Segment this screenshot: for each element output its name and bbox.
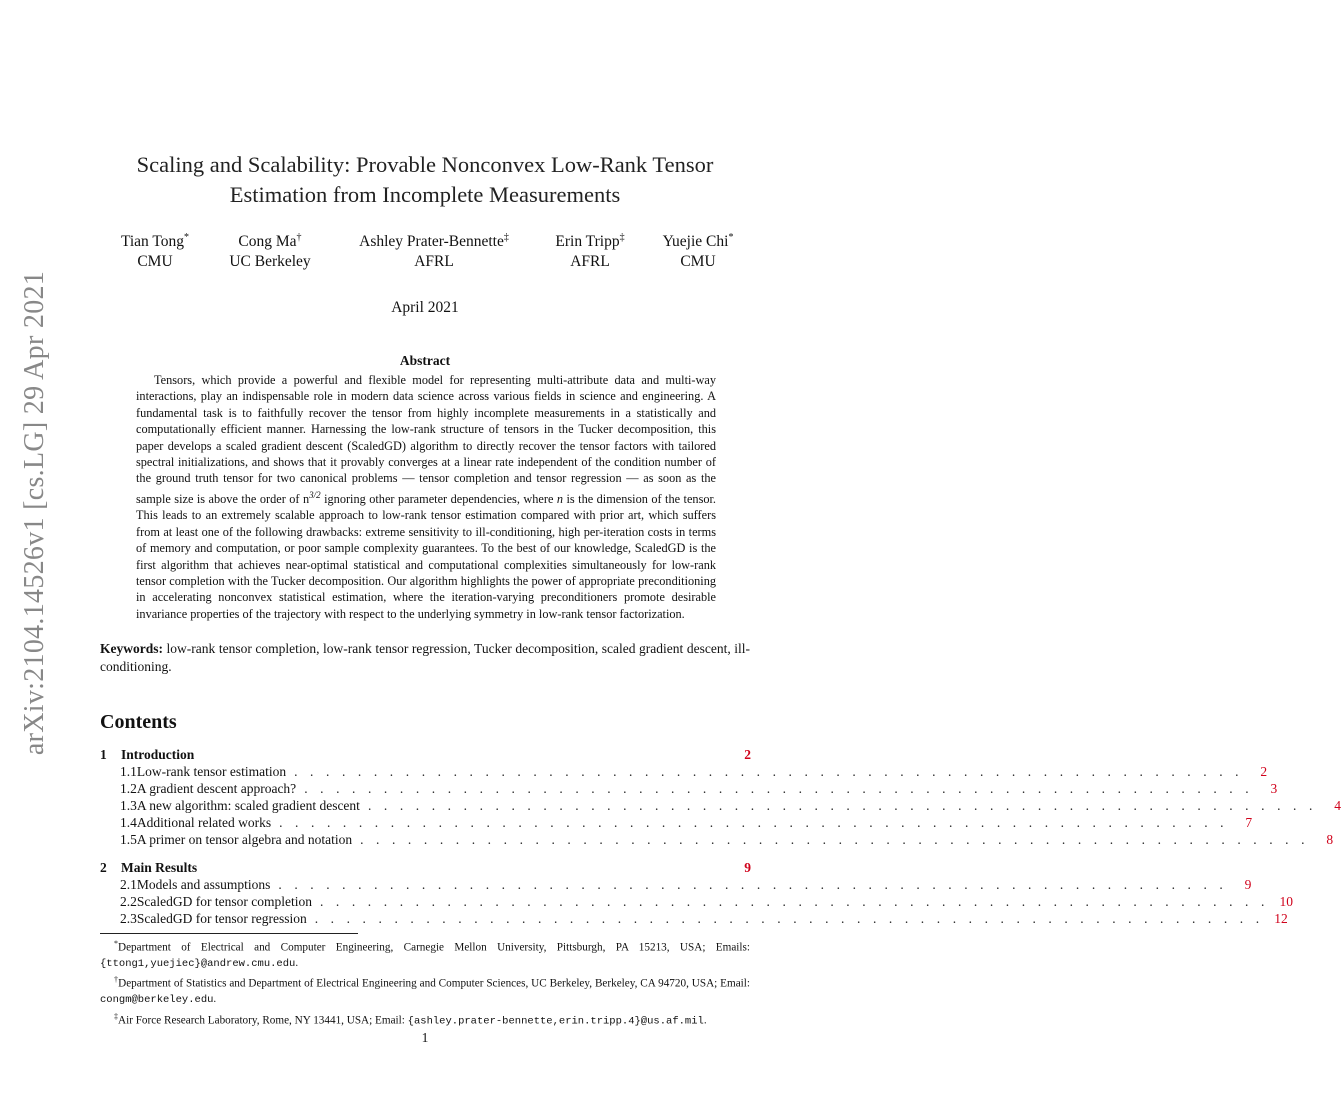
author-name: Ashley Prater-Bennette [359,233,504,251]
toc-label: A primer on tensor algebra and notation [136,832,353,847]
toc-number: 1.4 [120,815,137,830]
toc-page-link[interactable]: 7 [1245,815,1253,830]
arxiv-sidebar-stamp [10,268,60,758]
toc-leader: . . . . . . . . . . . . . . . . . . . . . . . . . . . . . . . . . . . . . . . . . . . . . . . . . . . . . . . . . . . . [360,832,1310,847]
toc-leader: . . . . . . . . . . . . . . . . . . . . . . . . . . . . . . . . . . . . . . . . . . . . . . . . . . . . . . . . . . . . [278,877,1228,892]
toc-label: Models and assumptions [136,877,271,892]
abstract-var-n: n [556,491,564,506]
toc-label: Low-rank tensor estimation [136,764,287,779]
footnote-email[interactable]: {ttong1,yuejiec}@andrew.cmu.edu [100,958,296,971]
footnote-email[interactable]: {ashley.prater-bennette,erin.tripp.4}@us.af.mil [407,1015,704,1028]
author-name: Erin Tripp [555,233,620,251]
footnote-1 [100,936,750,972]
footnote-text: Department of Electrical and Computer Engineering, Carnegie Mellon University, Pittsburgh, PA 15213, USA; Emails: [118,941,750,954]
author-name: Cong Ma [238,233,297,251]
footnote-text: Air Force Research Laboratory, Rome, NY 13441, USA; Email: [118,1014,408,1027]
toc-number: 2.3 [120,911,137,926]
author-mark: * [184,232,190,243]
footnote-rule [100,933,358,934]
toc-label: A new algorithm: scaled gradient descent [136,798,360,813]
abstract-heading: Abstract [399,353,451,368]
footnotes [100,936,750,1030]
toc-entry[interactable] [100,764,1268,782]
toc-entry[interactable] [100,894,1293,912]
author [663,228,734,272]
author-name: Tian Tong [120,233,185,251]
author-affiliation: UC Berkeley [229,253,311,271]
keywords-label: Keywords: [100,641,163,656]
toc-page-link[interactable]: 4 [1334,798,1341,813]
abstract-text-2: ignoring other parameter dependencies, where [320,491,557,506]
arxiv-id: arXiv:2104.14526v1 [cs.LG] 29 Apr 2021 [19,270,50,756]
toc-leader: . . . . . . . . . . . . . . . . . . . . . . . . . . . . . . . . . . . . . . . . . . . . . . . . . . . . . . . . . . . . [319,894,1269,909]
abstract-exponent: 3/2 [309,489,321,500]
toc-number: 2.2 [120,894,137,909]
contents-heading: Contents [100,711,177,733]
toc-entry[interactable] [100,781,1278,799]
toc-label: Main Results [121,860,198,875]
abstract-body [136,372,716,622]
toc-label: Introduction [121,747,195,762]
footnote-end: . [213,993,217,1006]
toc-entry[interactable] [100,798,1341,816]
author-affiliation: CMU [680,253,716,271]
toc-label: Additional related works [136,815,272,830]
paper-title [100,150,750,210]
toc-entry[interactable] [100,815,1253,833]
abstract-text-1: Tensors, which provide a powerful and flexible model for representing multi-attribute data and multi-way interactions, play an indispensable role in modern data science across various fields in science and engineering. A fundamental task is to faithfully recover the tensor from highly incomplete measurements in a statistically and computationally efficient manner. Harnessing the low-rank structure of tensors in the Tucker decomposition, this paper develops a scaled gradient descent (ScaledGD) algorithm to directly recover the tensor factors with tailored spectral initializations, and shows that it provably converges at a linear rate independent of the condition number of the ground truth tensor for two canonical problems — tensor completion and tensor regression — as soon as the sample size is above the order of n [136,373,716,506]
keywords-text: low-rank tensor completion, low-rank tensor regression, Tucker decomposition, scaled gradient descent, ill-conditioning. [100,641,750,674]
footnote-end: . [703,1014,707,1027]
author [121,228,189,272]
publication-date: April 2021 [391,299,459,316]
author-affiliation: AFRL [570,253,610,271]
author [229,228,310,272]
toc-page-link[interactable]: 12 [1274,911,1288,926]
keywords [100,640,750,676]
toc-page-link[interactable]: 9 [744,860,751,875]
toc-entry[interactable] [100,747,751,765]
toc-number: 1.3 [120,798,137,813]
author-affiliation: CMU [137,253,173,271]
author-mark: ‡ [503,232,509,243]
toc-leader: . . . . . . . . . . . . . . . . . . . . . . . . . . . . . . . . . . . . . . . . . . . . . . . . . . . . . . . . . . . . [367,798,1317,813]
abstract-text-3: is the dimension of the tensor. This leads to an extremely scalable approach to low-rank tensor estimation compared with prior art, which suffers from at least one of the following drawbacks: extreme sensitivity to ill-conditioning, high per-iteration costs in terms of memory and computation, or poor sample complexity guarantees. To the best of our knowledge, ScaledGD is the first algorithm that achieves near-optimal statistical and computational complexities simultaneously for low-rank tensor completion with the Tucker decomposition. Our algorithm highlights the power of appropriate preconditioning in accelerating nonconvex statistical estimation, where the iteration-varying preconditioners promote desirable invariance properties of the trajectory with respect to the underlying symmetry in low-rank tensor factorization. [136,491,716,621]
toc-number: 1.5 [120,832,137,847]
toc-leader: . . . . . . . . . . . . . . . . . . . . . . . . . . . . . . . . . . . . . . . . . . . . . . . . . . . . . . . . . . . . [294,764,1244,779]
toc-leader: . . . . . . . . . . . . . . . . . . . . . . . . . . . . . . . . . . . . . . . . . . . . . . . . . . . . . . . . . . . . [304,781,1254,796]
toc-number: 2 [100,860,107,875]
toc-entry[interactable] [100,877,1252,895]
author-affiliation: AFRL [414,253,454,271]
footnote-mark: † [114,975,119,985]
footnote-mark: * [114,939,118,948]
toc-leader: . . . . . . . . . . . . . . . . . . . . . . . . . . . . . . . . . . . . . . . . . . . . . . . . . . . . . . . . . . . . [314,911,1264,926]
toc-number: 2.1 [120,877,137,892]
toc-page-link[interactable]: 2 [744,747,751,762]
author [555,228,624,272]
toc-label: ScaledGD for tensor regression [136,911,307,926]
title-line-2: Estimation from Incomplete Measurements [229,182,621,207]
toc-number: 1.2 [120,781,137,796]
toc-leader: . . . . . . . . . . . . . . . . . . . . . . . . . . . . . . . . . . . . . . . . . . . . . . . . . . . . . . . . . . . . [279,815,1229,830]
author-mark: † [296,232,302,243]
footnote-email[interactable]: congm@berkeley.edu [100,994,214,1007]
author-mark: * [728,232,734,243]
toc-page-link[interactable]: 10 [1279,894,1293,909]
toc-page-link[interactable]: 9 [1244,877,1252,892]
toc-entry[interactable] [100,860,751,878]
toc-number: 1.1 [120,764,137,779]
toc-page-link[interactable]: 3 [1270,781,1278,796]
footnote-3 [100,1009,750,1030]
author-mark: ‡ [619,232,625,243]
footnote-text: Department of Statistics and Department of Electrical Engineering and Computer Sciences, UC Berkeley, Berkeley, CA 94720, USA; Email: [118,978,750,991]
toc-entry[interactable] [100,832,1334,850]
author-name: Yuejie Chi [662,233,729,251]
toc-number: 1 [100,747,107,762]
toc-page-link[interactable]: 8 [1326,832,1334,847]
footnote-2 [100,972,750,1008]
toc-label: A gradient descent approach? [136,781,297,796]
toc-label: ScaledGD for tensor completion [136,894,312,909]
footnote-end: . [295,957,299,970]
toc-entry[interactable] [100,911,1288,929]
toc-page-link[interactable]: 2 [1260,764,1268,779]
author [359,228,509,272]
page-number: 1 [421,1030,429,1045]
title-line-1: Scaling and Scalability: Provable Nonconvex Low-Rank Tensor [136,152,714,177]
footnote-mark: ‡ [114,1011,118,1021]
